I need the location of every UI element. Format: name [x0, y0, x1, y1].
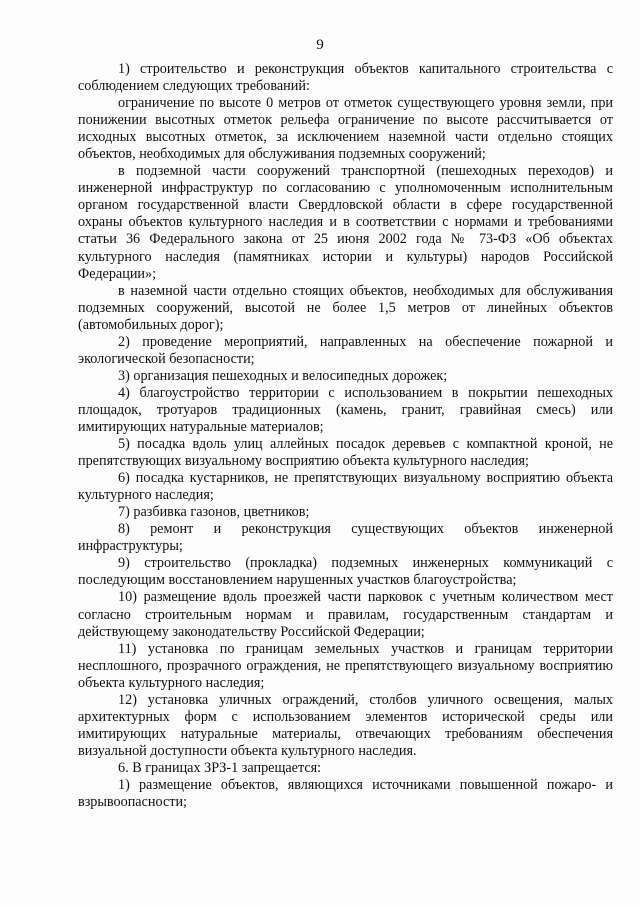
section-heading: 6. В границах ЗРЗ-1 запрещается:: [118, 759, 322, 776]
paragraph: 8) ремонт и реконструкция существующих объектов инженерной инфраструктуры;: [78, 521, 613, 555]
paragraph: 6) посадка кустарников, не препятствующих визуальному восприятию объекта культурного наследия;: [78, 470, 613, 504]
paragraph: 10) размещение вдоль проезжей части парковок с учетным количеством мест согласно строительным нормам и правилам, государственным стандартам и действующему законодательству Российской Федерации;: [78, 589, 613, 640]
paragraph: 5) посадка вдоль улиц аллейных посадок деревьев с компактной кроной, не препятствующих визуальному восприятию объекта культурного наследия;: [78, 436, 613, 470]
paragraph: 12) установка уличных ограждений, столбов уличного освещения, малых архитектурных форм с использованием элементов исторической среды или имитирующих натуральные материалы, отвечающих требованиям обеспечения визуальной доступности объекта культурного наследия.: [78, 691, 613, 759]
paragraph: 1) размещение объектов, являющихся источниками повышенной пожаро- и взрывоопасности;: [78, 776, 613, 811]
paragraph: 9) строительство (прокладка) подземных инженерных коммуникаций с последующим восстановлением нарушенных участков благоустройства;: [78, 555, 613, 589]
paragraph: 4) благоустройство территории с использованием в покрытии пешеходных площадок, тротуаров традиционных (камень, гранит, гравийная смесь) или имитирующих натуральные материалов;: [78, 384, 613, 435]
paragraph: в наземной части отдельно стоящих объектов, необходимых для обслуживания подземных сооружений, высотой не более 1,5 метров от линейных объектов (автомобильных дорог);: [78, 282, 613, 333]
page-number: 9: [316, 37, 324, 53]
paragraph: ограничение по высоте 0 метров от отметок существующего уровня земли, при понижении высотных отметок рельефа ограничение по высоте рассчитывается от исходных высотных отметок, за исключением наземной части отдельно стоящих объектов, необходимых для обслуживания подземных сооружений;: [78, 95, 613, 163]
paragraph: 2) проведение мероприятий, направленных на обеспечение пожарной и экологической безопасности;: [78, 333, 613, 367]
paragraph: 7) разбивка газонов, цветников;: [118, 504, 310, 521]
document-body: [78, 61, 613, 811]
paragraph: 1) строительство и реконструкция объектов капитального строительства с соблюдением следующих требований:: [78, 61, 613, 95]
paragraph: 3) организация пешеходных и велосипедных дорожек;: [118, 367, 448, 384]
paragraph: в подземной части сооружений транспортной (пешеходных переходов) и инженерной инфраструктур по согласованию с уполномоченным исполнительным органом государственной власти Свердловской области в сфере государственной охраны объектов культурного наследия и в соответствии с нормами и требованиями статьи 36 Федерального закона от 25 июня 2002 года № 73-ФЗ «Об объектах культурного наследия (памятниках истории и культуры) народов Российской Федерации»;: [78, 163, 613, 282]
paragraph: 11) установка по границам земельных участков и границам территории несплошного, прозрачного ограждения, не препятствующего визуальному восприятию объекта культурного наследия;: [78, 640, 613, 691]
